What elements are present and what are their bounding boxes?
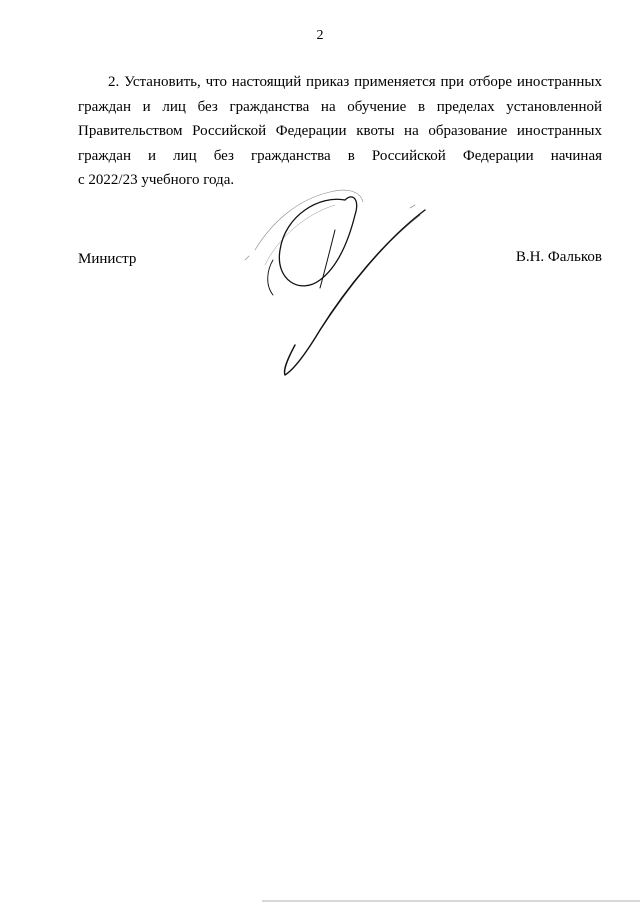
paragraph-line: с 2022/23 учебного года. <box>78 172 235 188</box>
paragraph-line: граждан и лиц без гражданства на обучение в пределах установленной <box>78 98 602 115</box>
scan-edge-mark <box>262 900 640 902</box>
page-number: 2 <box>316 28 324 43</box>
paragraph-line: Правительством Российской Федерации квоты на образование иностранных <box>78 123 602 139</box>
signatory-name: В.Н. Фальков <box>515 249 602 265</box>
handwritten-signature <box>225 170 445 385</box>
signatory-title: Министр <box>78 251 137 267</box>
paragraph-line: граждан и лиц без гражданства в Российской Федерации начиная <box>78 147 602 164</box>
paragraph-line: 2. Установить, что настоящий приказ применяется при отборе иностранных <box>108 74 602 90</box>
